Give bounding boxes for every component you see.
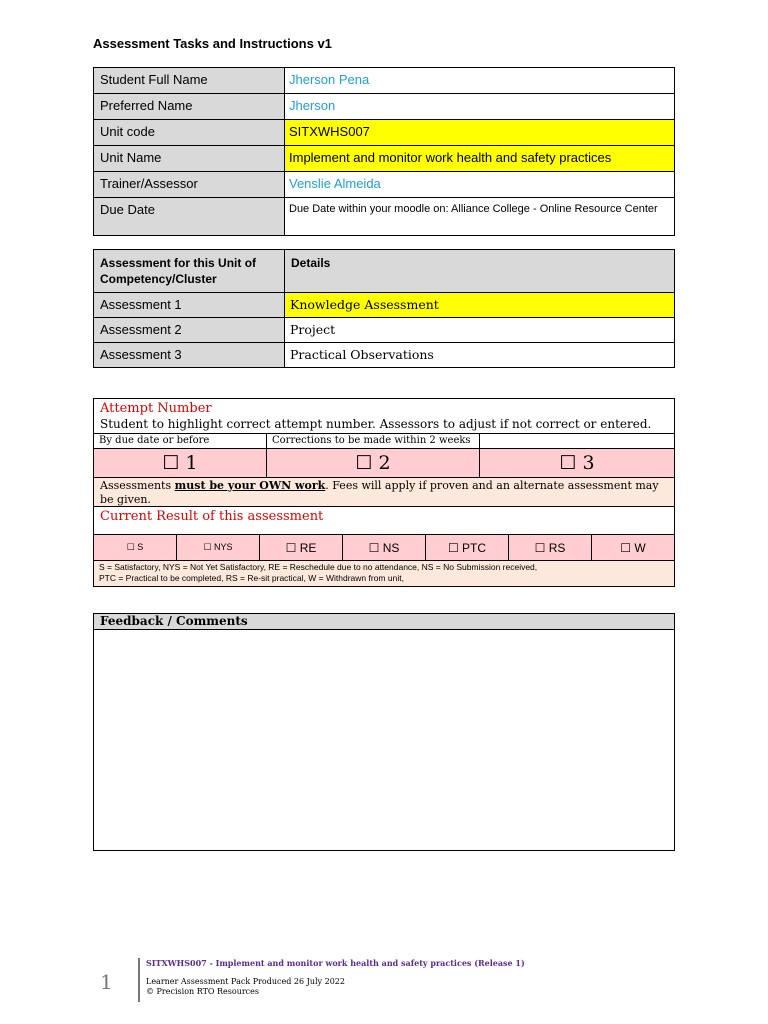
corrections-column-label: Corrections to be made within 2 weeks	[267, 434, 480, 448]
unit-name-label: Unit Name	[94, 146, 285, 172]
result-rs-checkbox[interactable]: ☐ RS	[509, 535, 592, 560]
footer-copyright-line: © Precision RTO Resources	[146, 987, 259, 996]
unit-name-value: Implement and monitor work health and safety practices	[285, 146, 675, 172]
result-ptc-checkbox[interactable]: ☐ PTC	[426, 535, 509, 560]
assessment-unit-header: Assessment for this Unit of Competency/Cluster	[94, 250, 285, 293]
result-w-checkbox[interactable]: ☐ W	[620, 540, 646, 555]
attempt-2-checkbox[interactable]: ☐ 2	[267, 449, 480, 477]
footer-unit-line: SITXWHS007 - Implement and monitor work health and safety practices (Release 1)	[146, 958, 525, 968]
assessment-table	[93, 249, 675, 368]
attempt-1-checkbox[interactable]: ☐ 1	[94, 449, 267, 477]
own-work-note-suffix: . Fees will apply if proven and an alternate assessment may be given.	[100, 479, 659, 506]
own-work-note	[94, 477, 674, 506]
trainer-assessor-label: Trainer/Assessor	[94, 172, 285, 198]
attempt-header	[94, 399, 674, 433]
result-re-checkbox[interactable]: ☐ RE	[260, 535, 343, 560]
own-work-note-bold: must be your OWN work	[174, 479, 326, 492]
own-work-note-prefix: Assessments	[100, 479, 175, 492]
assessment-1-value: Knowledge Assessment	[285, 293, 675, 318]
footer-produced-line: Learner Assessment Pack Produced 26 July 2022	[146, 977, 345, 986]
assessment-2-value: Project	[285, 318, 675, 343]
attempt-column-labels	[94, 433, 674, 448]
table-row	[94, 343, 675, 368]
table-row	[94, 94, 675, 120]
due-date-label: Due Date	[94, 198, 285, 236]
assessment-1-label: Assessment 1	[94, 293, 285, 318]
attempt-options	[94, 448, 674, 477]
due-date-value: Due Date within your moodle on: Alliance College - Online Resource Center	[285, 198, 675, 236]
attempt-title: Attempt Number	[100, 401, 212, 416]
result-legend-line-2: PTC = Practical to be completed, RS = Re-sit practical, W = Withdrawn from unit,	[99, 573, 404, 583]
result-s-checkbox[interactable]: ☐ S	[94, 535, 177, 560]
feedback-box	[93, 613, 675, 851]
table-row	[94, 198, 675, 236]
attempt-3-checkbox[interactable]: ☐ 3	[559, 452, 595, 474]
assessment-2-label: Assessment 2	[94, 318, 285, 343]
assessment-3-value: Practical Observations	[285, 343, 675, 368]
student-full-name-value[interactable]: Jherson Pena	[285, 68, 675, 94]
table-row	[94, 146, 675, 172]
empty-column-label	[480, 434, 674, 448]
student-full-name-label: Student Full Name	[94, 68, 285, 94]
result-nys-checkbox[interactable]: ☐ NYS	[177, 535, 260, 560]
attempt-number-box	[93, 398, 675, 587]
result-options	[94, 534, 674, 560]
feedback-title: Feedback / Comments	[94, 614, 674, 630]
footer-info	[146, 977, 345, 997]
assessment-3-label: Assessment 3	[94, 343, 285, 368]
trainer-assessor-value[interactable]: Venslie Almeida	[285, 172, 675, 198]
current-result-title: Current Result of this assessment	[94, 506, 674, 534]
preferred-name-label: Preferred Name	[94, 94, 285, 120]
result-legend-line-1: S = Satisfactory, NYS = Not Yet Satisfactory, RE = Reschedule due to no attendance, NS = No Submission received,	[99, 562, 538, 572]
table-row	[94, 172, 675, 198]
preferred-name-value[interactable]: Jherson	[285, 94, 675, 120]
table-row	[94, 318, 675, 343]
table-row	[94, 68, 675, 94]
due-date-column-label: By due date or before	[94, 434, 267, 448]
table-row	[94, 293, 675, 318]
table-row	[94, 120, 675, 146]
feedback-textarea[interactable]	[94, 630, 674, 850]
table-header-row	[94, 250, 675, 293]
result-ns-checkbox[interactable]: ☐ NS	[343, 535, 426, 560]
result-legend	[94, 560, 674, 586]
student-info-table	[93, 67, 675, 236]
details-header: Details	[285, 250, 675, 293]
page-number: 1	[100, 970, 113, 994]
unit-code-label: Unit code	[94, 120, 285, 146]
attempt-description: Student to highlight correct attempt number. Assessors to adjust if not correct or entered.	[100, 417, 652, 431]
footer-divider	[138, 958, 140, 1002]
document-title: Assessment Tasks and Instructions v1	[93, 36, 332, 51]
unit-code-value: SITXWHS007	[285, 120, 675, 146]
